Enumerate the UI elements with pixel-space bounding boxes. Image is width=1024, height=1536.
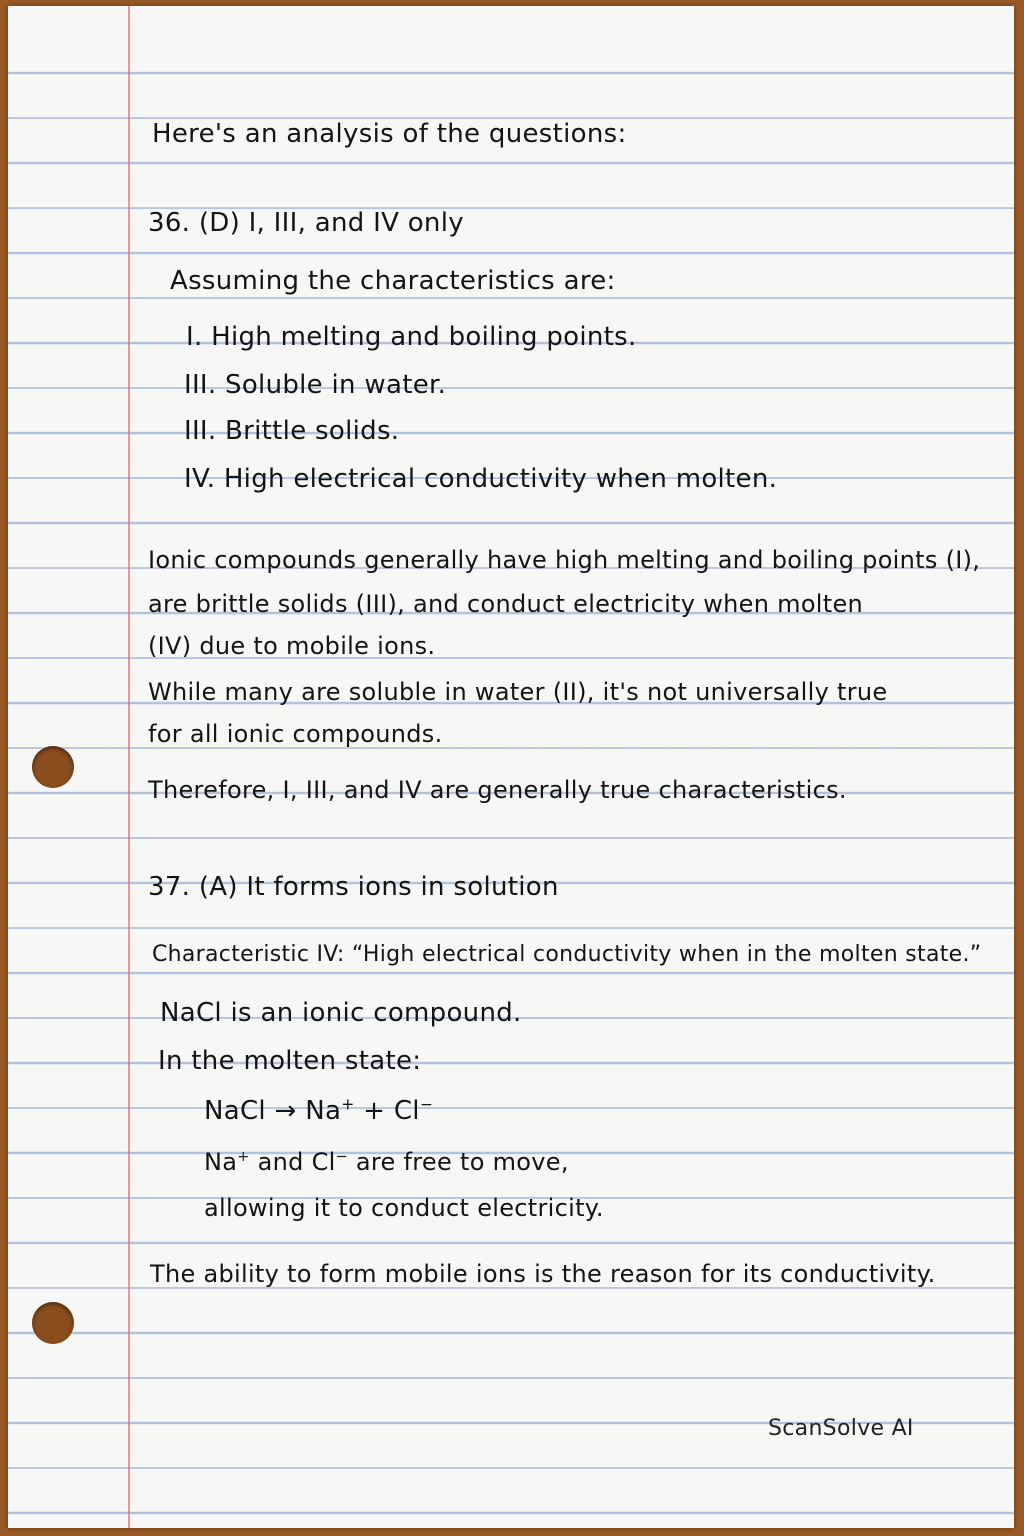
q37-line: In the molten state: xyxy=(158,1046,422,1076)
q36-explanation-line: are brittle solids (III), and conduct electricity when molten xyxy=(148,590,864,618)
punch-hole xyxy=(32,1302,74,1344)
q36-item: IV. High electrical conductivity when molten. xyxy=(184,464,778,494)
q36-item: I. High melting and boiling points. xyxy=(186,322,637,352)
eq-cl-ion: Cl xyxy=(393,1096,420,1126)
cl-ion: Cl xyxy=(311,1148,336,1176)
na-ion: Na xyxy=(204,1148,238,1176)
q36-item: III. Soluble in water. xyxy=(184,370,447,400)
q36-explanation-line: (IV) due to mobile ions. xyxy=(148,632,436,660)
q37-characteristic: Characteristic IV: “High electrical conductivity when in the molten state.” xyxy=(152,942,982,967)
q36-explanation-line: for all ionic compounds. xyxy=(148,720,443,748)
and-word: and xyxy=(257,1148,304,1176)
q37-line: NaCl is an ionic compound. xyxy=(160,998,522,1028)
plus-charge: + xyxy=(237,1149,250,1165)
free-rest: are free to move, xyxy=(355,1148,569,1176)
q36-item: III. Brittle solids. xyxy=(184,416,400,446)
eq-arrow: → xyxy=(274,1096,297,1126)
q36-conclusion: Therefore, I, III, and IV are generally true characteristics. xyxy=(148,776,847,804)
q36-explanation-line: While many are soluble in water (II), it's not universally true xyxy=(148,678,888,706)
q36-explanation-line: Ionic compounds generally have high melting and boiling points (I), xyxy=(148,546,981,574)
minus-charge: − xyxy=(335,1149,348,1165)
punch-hole xyxy=(32,746,74,788)
eq-na-ion: Na xyxy=(305,1096,342,1126)
q37-allowing: allowing it to conduct electricity. xyxy=(204,1194,604,1222)
ions-free-line xyxy=(204,1150,569,1174)
q36-answer: 36. (D) I, III, and IV only xyxy=(148,208,464,238)
eq-nacl: NaCl xyxy=(204,1096,266,1126)
q37-ability: The ability to form mobile ions is the reason for its conductivity. xyxy=(150,1260,936,1288)
q37-answer: 37. (A) It forms ions in solution xyxy=(148,872,559,902)
plus-charge: + xyxy=(341,1095,355,1114)
footer-brand: ScanSolve AI xyxy=(768,1416,914,1441)
eq-join: + xyxy=(363,1096,386,1126)
intro-heading: Here's an analysis of the questions: xyxy=(152,119,627,149)
notebook-paper xyxy=(8,6,1014,1528)
q36-assume: Assuming the characteristics are: xyxy=(170,266,616,296)
minus-charge: − xyxy=(419,1095,434,1114)
dissociation-equation xyxy=(204,1095,434,1126)
margin-line xyxy=(128,6,130,1528)
